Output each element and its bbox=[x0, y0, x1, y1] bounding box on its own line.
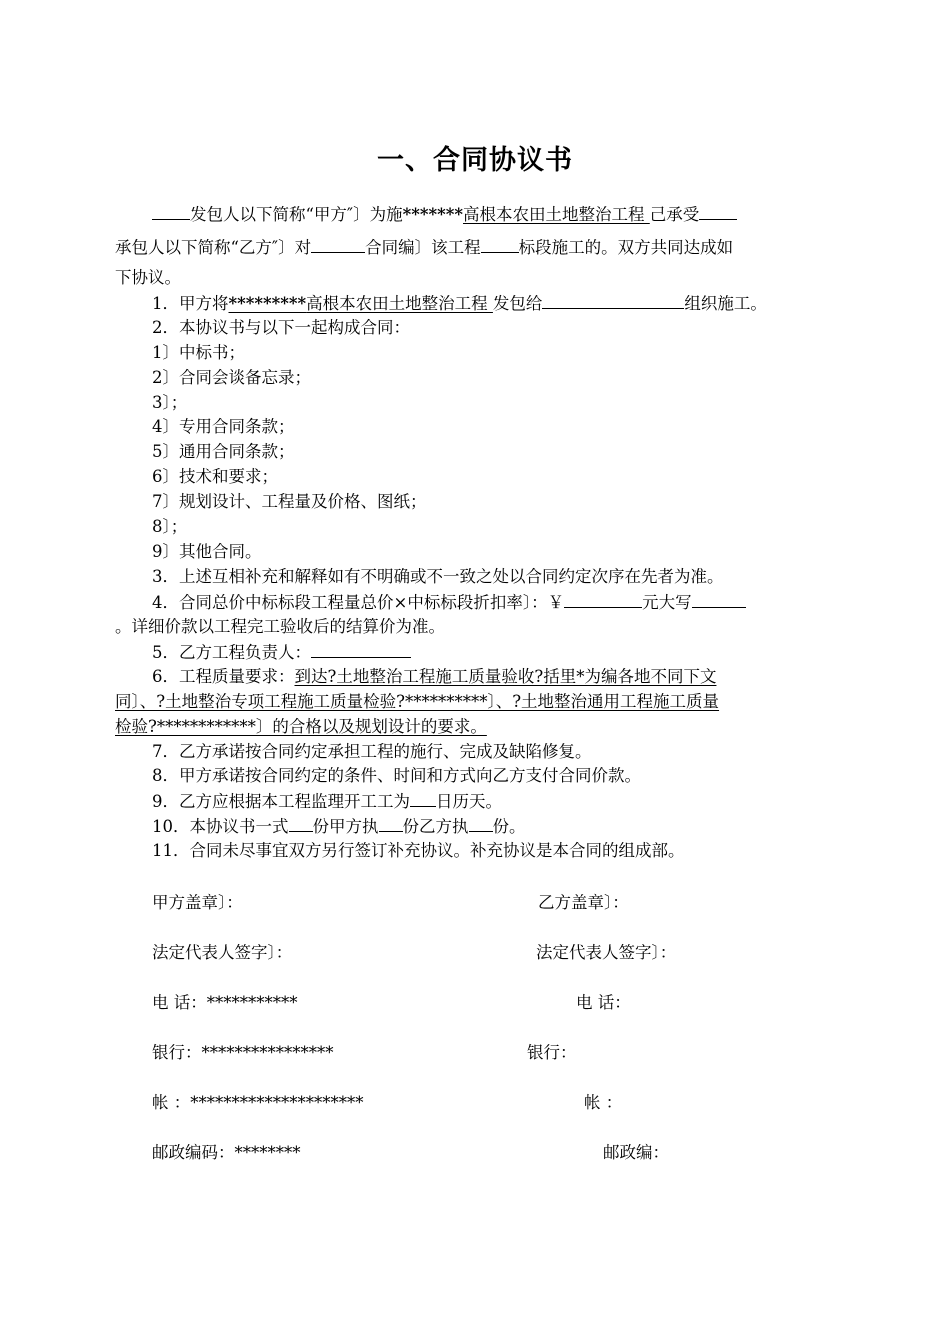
item-9 bbox=[152, 790, 502, 813]
blank-amount bbox=[564, 591, 642, 608]
item-text: 组织施工。 bbox=[684, 294, 767, 313]
intro-line-3: 下协议。 bbox=[115, 268, 181, 287]
item-text: 9．乙方应根据本工程监理开工工为 bbox=[152, 792, 410, 811]
item-text: 6．工程质量要求： bbox=[152, 667, 295, 686]
party-a-postal: 邮政编码：******** bbox=[152, 1143, 301, 1162]
party-a-phone: 电 话：*********** bbox=[152, 993, 298, 1012]
project-name: 高根本农田土地整治工程 bbox=[463, 205, 650, 224]
item-8: 8．甲方承诺按合同约定的条件、时间和方式向乙方支付合同价款。 bbox=[152, 766, 641, 785]
item-6-line-2: 同〕、?土地整治专项工程施工质量检验?**********〕、?土地整治通用工程施工质量 bbox=[115, 692, 720, 711]
item-text: 4．合同总价中标标段工程量总价×中标标段折扣率〕：￥ bbox=[152, 593, 565, 612]
party-b-phone: 电 话： bbox=[576, 993, 631, 1012]
item-text: 份甲方执 bbox=[312, 817, 379, 836]
document-title: 一、合同协议书 bbox=[377, 145, 573, 176]
blank-contractor-name bbox=[542, 292, 684, 309]
sub-item-6: 6〕技术和要求； bbox=[152, 467, 278, 486]
item-2: 2．本协议书与以下一起构成合同： bbox=[152, 318, 410, 337]
item-7: 7．乙方承诺按合同约定承担工程的施行、完成及缺陷修复。 bbox=[152, 742, 592, 761]
intro-line-1 bbox=[152, 203, 737, 226]
blank-amount-words bbox=[692, 591, 746, 608]
blank-employer bbox=[152, 203, 190, 220]
intro-text: 合同编〕该工程 bbox=[365, 238, 481, 257]
party-b-postal: 邮政编： bbox=[603, 1143, 669, 1162]
project-name: 高根本农田土地整治工程 bbox=[306, 294, 493, 313]
intro-text: 发包人以下简称“甲方″〕为施 bbox=[190, 205, 403, 224]
sub-item-3: 3〕； bbox=[152, 393, 188, 412]
intro-text: 标段施工的。双方共同达成如 bbox=[518, 238, 734, 257]
blank-contractor bbox=[699, 203, 737, 220]
item-text: 份乙方执 bbox=[402, 817, 469, 836]
sub-item-4: 4〕专用合同条款； bbox=[152, 417, 295, 436]
blank-contract-no bbox=[311, 236, 365, 253]
intro-text: 己承受 bbox=[649, 205, 700, 224]
item-text: 日历天。 bbox=[436, 792, 502, 811]
item-text: 发包给 bbox=[492, 294, 543, 313]
intro-line-2 bbox=[115, 236, 733, 259]
intro-text: 承包人以下简称“乙方″〕对 bbox=[115, 238, 312, 257]
item-text: 份。 bbox=[492, 817, 526, 836]
blank-days bbox=[410, 790, 436, 807]
item-4 bbox=[152, 591, 746, 614]
item-3: 3．上述互相补充和解释如有不明确或不一致之处以合同约定次序在先者为准。 bbox=[152, 567, 724, 586]
item-text: 1．甲方将 bbox=[152, 294, 229, 313]
blank-manager bbox=[311, 641, 411, 658]
masked-text: ********* bbox=[228, 294, 307, 313]
item-text: 元大写 bbox=[642, 593, 692, 612]
item-11: 11．合同未尽事宜双方另行签订补充协议。补充协议是本合同的组成部。 bbox=[152, 841, 685, 860]
item-6 bbox=[152, 666, 716, 688]
quality-requirement: 到达?土地整治工程施工质量验收?括里*为编各地不同下文 bbox=[294, 667, 717, 686]
party-b-account: 帐 ： bbox=[584, 1093, 623, 1112]
item-text: 10．本协议书一式 bbox=[152, 817, 289, 836]
item-text: 5．乙方工程负责人： bbox=[152, 643, 311, 662]
sub-item-5: 5〕通用合同条款； bbox=[152, 442, 295, 461]
sub-item-2: 2〕合同会谈备忘录； bbox=[152, 368, 311, 387]
item-6-line-3: 检验?************〕的合格以及规划设计的要求。 bbox=[115, 717, 487, 736]
party-a-bank: 银行：**************** bbox=[152, 1043, 334, 1062]
item-10 bbox=[152, 815, 526, 838]
blank-copies-b bbox=[469, 815, 493, 832]
party-a-seal: 甲方盖章〕： bbox=[152, 893, 243, 912]
sub-item-1: 1〕中标书； bbox=[152, 343, 245, 362]
item-4-cont: 。详细价款以工程完工验收后的结算价为准。 bbox=[115, 617, 445, 636]
masked-text: ******* bbox=[402, 205, 464, 224]
item-5 bbox=[152, 641, 411, 664]
party-b-seal: 乙方盖章〕： bbox=[538, 893, 629, 912]
blank-section bbox=[481, 236, 519, 253]
sub-item-8: 8〕； bbox=[152, 517, 188, 536]
party-a-rep: 法定代表人签字〕： bbox=[152, 943, 293, 962]
sub-item-7: 7〕规划设计、工程量及价格、图纸； bbox=[152, 492, 427, 511]
party-a-account: 帐 ：********************* bbox=[152, 1093, 364, 1112]
party-b-rep: 法定代表人签字〕： bbox=[536, 943, 677, 962]
blank-copies-a bbox=[379, 815, 403, 832]
party-b-bank: 银行： bbox=[527, 1043, 577, 1062]
blank-copies bbox=[289, 815, 313, 832]
sub-item-9: 9〕其他合同。 bbox=[152, 542, 262, 561]
item-1 bbox=[152, 292, 767, 315]
